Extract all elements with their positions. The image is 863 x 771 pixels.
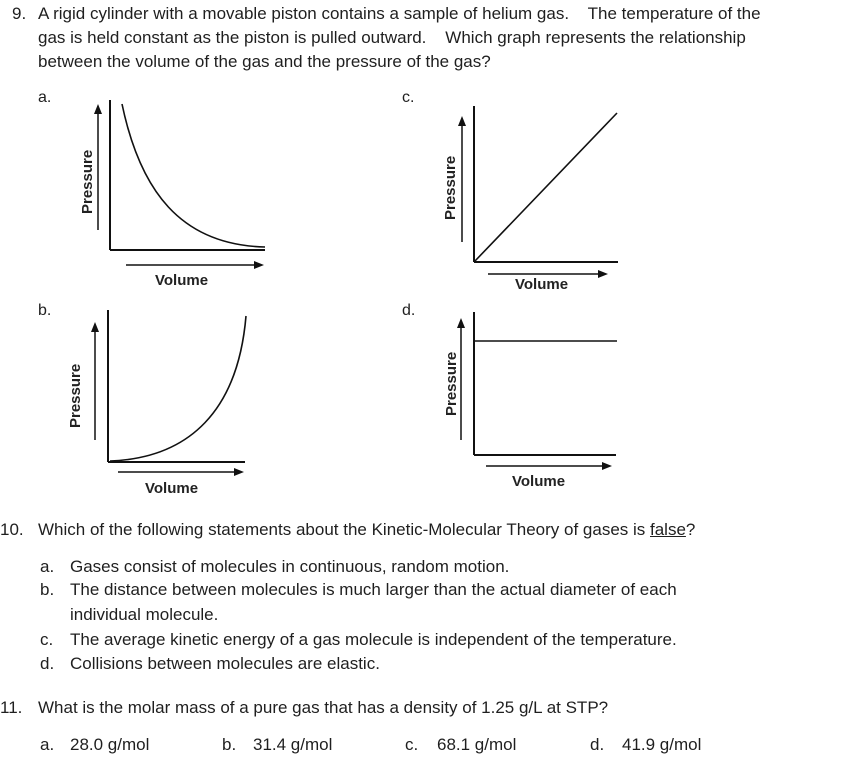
option-letter: b. bbox=[222, 735, 237, 754]
option-text: The average kinetic energy of a gas molecule is independent of the temperature. bbox=[70, 630, 677, 649]
option-letter: c. bbox=[405, 735, 419, 754]
option-letter: d. bbox=[40, 654, 55, 673]
underlined-word: false bbox=[650, 520, 686, 539]
x-axis-arrowhead bbox=[602, 462, 612, 470]
option-text: 31.4 g/mol bbox=[253, 735, 333, 754]
x-axis-label: Volume bbox=[515, 276, 569, 293]
option-text: Gases consist of molecules in continuous, random motion. bbox=[70, 557, 510, 576]
question-text-main: Which of the following statements about the Kinetic-Molecular Theory of gases is bbox=[38, 520, 650, 539]
option-text: 28.0 g/mol bbox=[70, 735, 150, 754]
option-text: 68.1 g/mol bbox=[437, 735, 517, 754]
x-axis-label: Volume bbox=[512, 473, 566, 490]
option-letter: a. bbox=[40, 557, 55, 576]
question-text bbox=[38, 518, 695, 542]
option-text: 41.9 g/mol bbox=[622, 735, 702, 754]
question-number: 10. bbox=[0, 520, 24, 539]
question-text-line: A rigid cylinder with a movable piston contains a sample of helium gas. The temperature of the bbox=[38, 4, 761, 23]
option-letter: c. bbox=[40, 630, 54, 649]
y-axis-label: Pressure bbox=[79, 149, 96, 214]
x-axis-label: Volume bbox=[145, 480, 199, 497]
question-number: 11. bbox=[0, 698, 23, 717]
option-letter: a. bbox=[40, 735, 55, 754]
question-text: What is the molar mass of a pure gas that has a density of 1.25 g/L at STP? bbox=[38, 698, 609, 717]
y-axis-label: Pressure bbox=[443, 351, 460, 416]
question-text-end: ? bbox=[685, 520, 696, 539]
option-text-continued: individual molecule. bbox=[70, 605, 219, 624]
option-text: Collisions between molecules are elastic. bbox=[70, 654, 380, 673]
option-text: The distance between molecules is much larger than the actual diameter of each bbox=[70, 580, 677, 599]
y-axis-label: Pressure bbox=[442, 155, 459, 220]
graph-letter-a: a. bbox=[38, 89, 52, 106]
graph-letter-d: d. bbox=[402, 302, 416, 319]
question-number: 9. bbox=[12, 4, 27, 23]
question-text-line: gas is held constant as the piston is pulled outward. Which graph represents the relationship bbox=[38, 28, 746, 47]
y-axis-label: Pressure bbox=[67, 363, 84, 428]
graph-letter-b: b. bbox=[38, 302, 52, 319]
y-axis-arrowhead bbox=[457, 318, 465, 328]
x-axis-label: Volume bbox=[155, 272, 209, 289]
option-letter: b. bbox=[40, 580, 55, 599]
graph-letter-c: c. bbox=[402, 89, 415, 106]
option-letter: d. bbox=[590, 735, 605, 754]
question-text-line: between the volume of the gas and the pressure of the gas? bbox=[38, 52, 491, 71]
